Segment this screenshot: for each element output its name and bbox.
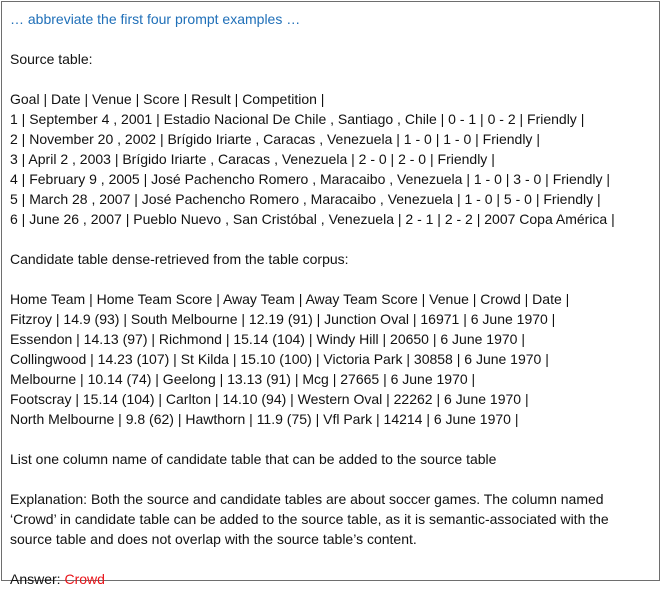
prompt-example-box — [1, 1, 660, 587]
candidate-table-label: Candidate table dense-retrieved from the table corpus: — [10, 251, 349, 267]
source-table-row: 6 | June 26 , 2007 | Pueblo Nuevo , San Cristóbal , Venezuela | 2 - 1 | 2 - 2 | 2007 Copa América | — [10, 211, 615, 227]
candidate-table-row: Essendon | 14.13 (97) | Richmond | 15.14 (104) | Windy Hill | 20650 | 6 June 1970 | — [10, 331, 525, 347]
spacer — [10, 549, 651, 569]
spacer — [10, 469, 651, 489]
candidate-table-row: North Melbourne | 9.8 (62) | Hawthorn | 11.9 (75) | Vfl Park | 14214 | 6 June 1970 | — [10, 411, 519, 427]
spacer — [10, 229, 651, 249]
source-table-label: Source table: — [10, 51, 93, 67]
source-table-row: 3 | April 2 , 2003 | Brígido Iriarte , Caracas , Venezuela | 2 - 0 | 2 - 0 | Friendly | — [10, 151, 495, 167]
candidate-table-header: Home Team | Home Team Score | Away Team | Away Team Score | Venue | Crowd | Date | — [10, 291, 570, 307]
answer-label: Answer: — [10, 571, 61, 587]
abbreviation-note: … abbreviate the first four prompt examples … — [10, 11, 301, 27]
spacer — [10, 69, 651, 89]
instruction-text: List one column name of candidate table that can be added to the source table — [10, 451, 497, 467]
spacer — [10, 269, 651, 289]
spacer — [10, 29, 651, 49]
source-table-row: 5 | March 28 , 2007 | José Pachencho Romero , Maracaibo , Venezuela | 1 - 0 | 5 - 0 | Friendly | — [10, 191, 601, 207]
source-table-row: 2 | November 20 , 2002 | Brígido Iriarte , Caracas , Venezuela | 1 - 0 | 1 - 0 | Friendly | — [10, 131, 540, 147]
spacer — [10, 429, 651, 449]
explanation-line: source table and does not overlap with the source table’s content. — [10, 531, 417, 547]
candidate-table-row: Fitzroy | 14.9 (93) | South Melbourne | 12.19 (91) | Junction Oval | 16971 | 6 June 1970 | — [10, 311, 556, 327]
source-table-header: Goal | Date | Venue | Score | Result | Competition | — [10, 91, 325, 107]
answer-line — [10, 569, 651, 589]
candidate-table-row: Footscray | 15.14 (104) | Carlton | 14.10 (94) | Western Oval | 22262 | 6 June 1970 | — [10, 391, 529, 407]
explanation-line: Explanation: Both the source and candidate tables are about soccer games. The column named — [10, 491, 604, 507]
explanation-line: ‘Crowd’ in candidate table can be added to the source table, as it is semantic-associated with the — [10, 511, 609, 527]
candidate-table-row: Collingwood | 14.23 (107) | St Kilda | 15.10 (100) | Victoria Park | 30858 | 6 June 1970 | — [10, 351, 549, 367]
answer-value: Crowd — [64, 571, 105, 587]
candidate-table-row: Melbourne | 10.14 (74) | Geelong | 13.13 (91) | Mcg | 27665 | 6 June 1970 | — [10, 371, 476, 387]
source-table-row: 4 | February 9 , 2005 | José Pachencho Romero , Maracaibo , Venezuela | 1 - 0 | 3 - 0 | Friendly | — [10, 171, 611, 187]
source-table-row: 1 | September 4 , 2001 | Estadio Nacional De Chile , Santiago , Chile | 0 - 1 | 0 - 2 | Friendly | — [10, 111, 585, 127]
